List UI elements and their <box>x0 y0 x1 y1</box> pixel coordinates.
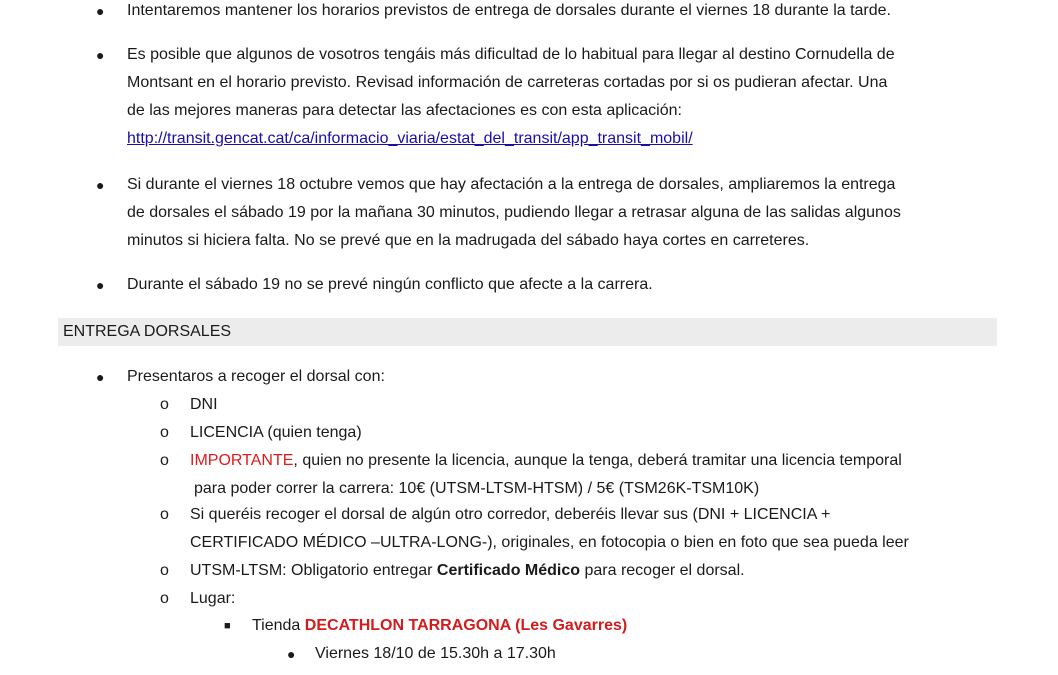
utsm-requirement-line <box>190 561 745 581</box>
circle-marker: o <box>160 396 169 413</box>
store-name: DECATHLON TARRAGONA (Les Gavarres) <box>304 617 628 634</box>
transit-app-link[interactable]: http://transit.gencat.cat/ca/informacio_viaria/estat_del_transit/app_transit_mobil/ <box>127 130 693 147</box>
other-runner-line-2: CERTIFICADO MÉDICO –ULTRA-LONG-), originales, en fotocopia o bien en foto que sea pueda leer <box>190 534 909 551</box>
requirement-licencia: LICENCIA (quien tenga) <box>190 424 362 441</box>
lugar-label: Lugar: <box>190 590 236 607</box>
bullet-marker: ● <box>287 646 296 662</box>
bullet-marker: ● <box>96 369 105 385</box>
circle-marker: o <box>160 590 169 607</box>
square-marker: ■ <box>224 620 231 632</box>
circle-marker: o <box>160 452 169 469</box>
other-runner-line: Si queréis recoger el dorsal de algún otro corredor, deberéis llevar sus (DNI + LICENCIA + <box>190 506 831 523</box>
paragraph-line: Si durante el viernes 18 octubre vemos que hay afectación a la entrega de dorsales, ampliaremos la entrega <box>127 176 896 193</box>
circle-marker: o <box>160 562 169 579</box>
circle-marker: o <box>160 506 169 523</box>
requirement-dni: DNI <box>190 396 218 413</box>
bullet-marker: ● <box>96 177 105 193</box>
section-intro: Presentaros a recoger el dorsal con: <box>127 368 385 385</box>
utsm-bold: Certificado Médico <box>436 562 581 579</box>
paragraph-line: Durante el sábado 19 no se prevé ningún conflicto que afecte a la carrera. <box>127 276 653 293</box>
important-notice-line <box>190 451 902 471</box>
bullet-marker: ● <box>96 277 105 293</box>
paragraph-line: Intentaremos mantener los horarios previstos de entrega de dorsales durante el viernes 18 durante la tarde. <box>127 2 891 19</box>
utsm-suffix: para recoger el dorsal. <box>580 562 745 579</box>
store-prefix: Tienda <box>252 617 305 634</box>
paragraph-line: minutos si hiciera falta. No se prevé que en la madrugada del sábado haya cortes en carreteres. <box>127 232 810 249</box>
important-notice-line-2: para poder correr la carrera: 10€ (UTSM-LTSM-HTSM) / 5€ (TSM26K-TSM10K) <box>194 480 760 497</box>
transit-app-link-line <box>127 129 693 149</box>
section-title: ENTREGA DORSALES <box>63 323 232 340</box>
paragraph-line: Montsant en el horario previsto. Revisad información de carreteras cortadas por si os pudieran afectar. Una <box>127 74 888 91</box>
circle-marker: o <box>160 424 169 441</box>
paragraph-line: Es posible que algunos de vosotros tengáis más dificultad de lo habitual para llegar al destino Cornudella de <box>127 46 895 63</box>
important-text: , quien no presente la licencia, aunque la tenga, deberá tramitar una licencia temporal <box>293 452 902 469</box>
bullet-marker: ● <box>96 3 105 19</box>
store-schedule: Viernes 18/10 de 15.30h a 17.30h <box>315 645 556 662</box>
bullet-marker: ● <box>96 47 105 63</box>
paragraph-line: de dorsales el sábado 19 por la mañana 30 minutos, pudiendo llegar a retrasar alguna de las salidas algunos <box>127 204 901 221</box>
important-label: IMPORTANTE <box>190 452 294 469</box>
paragraph-line: de las mejores maneras para detectar las afectaciones es con esta aplicación: <box>127 102 682 119</box>
utsm-prefix: UTSM-LTSM: Obligatorio entregar <box>190 562 437 579</box>
store-line <box>252 616 627 636</box>
